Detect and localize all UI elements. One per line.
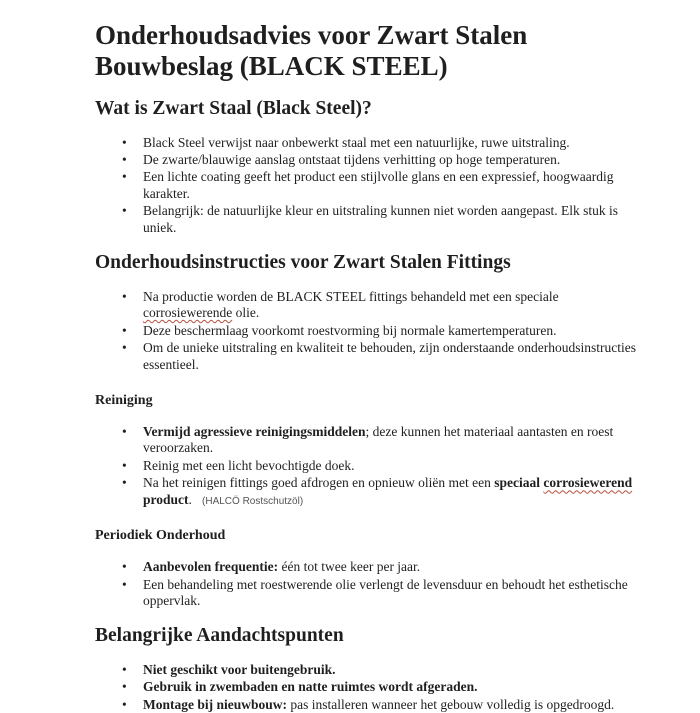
text-segment: Aanbevolen frequentie: (143, 559, 279, 575)
bullet-list-reiniging (95, 424, 648, 508)
text-segment: olie. (232, 305, 260, 321)
section-heading-onderhoudsinstructies: Onderhoudsinstructies voor Zwart Stalen Fittings (95, 252, 511, 274)
text-segment: één tot twee keer per jaar. (278, 559, 421, 575)
section-heading-reiniging: Reiniging (95, 393, 153, 409)
bullet-list-periodiek-onderhoud (95, 559, 648, 609)
list-item (143, 662, 648, 678)
text-segment: Na het reinigen fittings goed afdrogen en opnieuw oliën met een (143, 475, 495, 491)
list-item (143, 340, 648, 373)
text-segment: pas installeren wanneer het gebouw volledig is opgedroogd. (287, 696, 615, 712)
section-heading-belangrijke-aandachtspunten: Belangrijke Aandachtspunten (95, 625, 344, 647)
list-item (143, 152, 648, 168)
text-segment: Niet geschikt voor buitengebruik. (143, 661, 336, 677)
list-item (143, 169, 648, 202)
text-segment: ; deze kunnen het materiaal aantasten en roest veroorzaken. (143, 423, 614, 456)
list-item (143, 679, 648, 695)
document-sections (95, 98, 648, 713)
text-segment: . (188, 491, 203, 507)
list-item (143, 289, 648, 322)
bullet-list-onderhoudsinstructies (95, 289, 648, 373)
text-segment: Na productie worden de BLACK STEEL fittings behandeld met een speciale (143, 288, 559, 304)
bullet-list-belangrijke-aandachtspunten (95, 662, 648, 713)
text-segment: Een behandeling met roestwerende olie verlengt de levensduur en behoudt het esthetische oppervlak. (143, 576, 628, 608)
spellchecked-word: corrosiewerend (543, 475, 633, 491)
text-segment: Black Steel verwijst naar onbewerkt staal met een natuurlijke, ruwe uitstraling. (143, 134, 570, 150)
text-segment: De zwarte/blauwige aanslag ontstaat tijdens verhitting op hoge temperaturen. (143, 151, 561, 167)
bullet-list-wat-is-zwart-staal (95, 135, 648, 237)
list-item (143, 577, 648, 610)
list-item (143, 475, 648, 508)
text-segment: Gebruik in zwembaden en natte ruimtes wordt afgeraden. (143, 679, 478, 695)
list-item (143, 203, 648, 236)
list-item (143, 424, 648, 457)
text-segment: Deze beschermlaag voorkomt roestvorming bij normale kamertemperaturen. (143, 322, 557, 338)
text-segment: product (143, 491, 189, 507)
text-segment: speciaal (494, 475, 544, 491)
section-heading-wat-is-zwart-staal: Wat is Zwart Staal (Black Steel)? (95, 98, 372, 120)
text-segment: Vermijd agressieve reinigingsmiddelen (143, 423, 366, 439)
list-item (143, 135, 648, 151)
spellchecked-word: corrosiewerende (143, 305, 233, 321)
text-segment: Reinig met een licht bevochtigde doek. (143, 457, 355, 473)
list-item (143, 559, 648, 575)
inline-note: (HALCÖ Rostschutzöl) (202, 495, 304, 507)
list-item (143, 458, 648, 474)
list-item (143, 697, 648, 713)
text-segment: Montage bij nieuwbouw: (143, 696, 288, 712)
text-segment: Belangrijk: de natuurlijke kleur en uitstraling kunnen niet worden aangepast. Elk stuk is uniek. (143, 203, 619, 235)
text-segment: Een lichte coating geeft het product een stijlvolle glans en een expressief, hoogwaardig karakter. (143, 169, 614, 201)
list-item (143, 323, 648, 339)
section-heading-periodiek-onderhoud: Periodiek Onderhoud (95, 528, 226, 544)
document-title: Onderhoudsadvies voor Zwart Stalen Bouwbeslag (BLACK STEEL) (95, 20, 528, 82)
text-segment: Om de unieke uitstraling en kwaliteit te behouden, zijn onderstaande onderhoudsinstructies essentieel. (143, 340, 636, 372)
